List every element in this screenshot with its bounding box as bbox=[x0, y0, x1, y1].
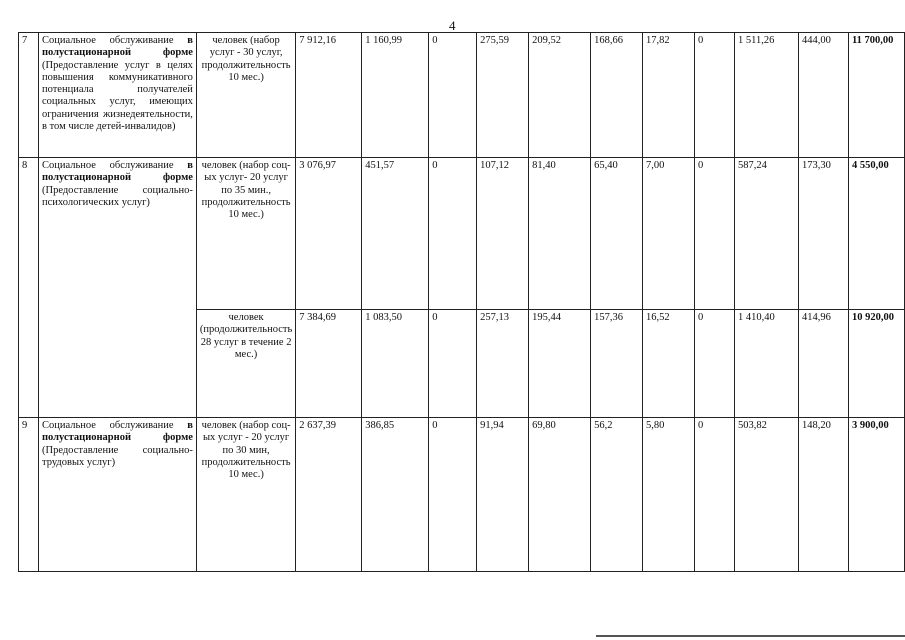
table-row bbox=[19, 158, 905, 310]
value-cell-9: 1 511,26 bbox=[734, 33, 798, 158]
value-cell-6: 168,66 bbox=[591, 33, 643, 158]
value-cell-7: 5,80 bbox=[643, 418, 695, 572]
tariff-table bbox=[18, 32, 905, 572]
value-cell-1: 7 384,69 bbox=[296, 310, 362, 418]
value-cell-4: 107,12 bbox=[477, 158, 529, 310]
unit-cell: человек (набор услуг - 30 услуг, продолжительность 10 мес.) bbox=[196, 33, 295, 158]
service-description: Социальное обслуживание в полустационарной форме (Предоставление услуг в целях повышения коммуникативного потенциала получателей социальных услуг, имеющих ограничения жизнедеятельности, в том числе детей-инвалидов) bbox=[38, 33, 196, 158]
value-cell-10: 173,30 bbox=[798, 158, 848, 310]
value-cell-2: 451,57 bbox=[362, 158, 429, 310]
value-cell-3: 0 bbox=[429, 158, 477, 310]
value-cell-9: 587,24 bbox=[734, 158, 798, 310]
unit-cell: человек (продолжительность 28 услуг в течение 2 мес.) bbox=[196, 310, 295, 418]
total-cell: 3 900,00 bbox=[848, 418, 904, 572]
value-cell-4: 275,59 bbox=[477, 33, 529, 158]
value-cell-7: 16,52 bbox=[643, 310, 695, 418]
table-row bbox=[19, 418, 905, 572]
value-cell-7: 7,00 bbox=[643, 158, 695, 310]
value-cell-10: 414,96 bbox=[798, 310, 848, 418]
value-cell-4: 257,13 bbox=[477, 310, 529, 418]
value-cell-3: 0 bbox=[429, 310, 477, 418]
value-cell-5: 69,80 bbox=[529, 418, 591, 572]
value-cell-2: 1 083,50 bbox=[362, 310, 429, 418]
total-cell: 4 550,00 bbox=[848, 158, 904, 310]
value-cell-8: 0 bbox=[695, 33, 735, 158]
value-cell-9: 1 410,40 bbox=[734, 310, 798, 418]
table-row bbox=[19, 33, 905, 158]
value-cell-6: 157,36 bbox=[591, 310, 643, 418]
row-number: 7 bbox=[19, 33, 39, 158]
service-description: Социальное обслуживание в полустационарной форме (Предоставление социально-психологических услуг) bbox=[38, 158, 196, 418]
value-cell-8: 0 bbox=[695, 310, 735, 418]
value-cell-5: 195,44 bbox=[529, 310, 591, 418]
row-number: 9 bbox=[19, 418, 39, 572]
value-cell-2: 1 160,99 bbox=[362, 33, 429, 158]
row-number: 8 bbox=[19, 158, 39, 418]
value-cell-7: 17,82 bbox=[643, 33, 695, 158]
value-cell-5: 209,52 bbox=[529, 33, 591, 158]
value-cell-5: 81,40 bbox=[529, 158, 591, 310]
value-cell-1: 7 912,16 bbox=[296, 33, 362, 158]
value-cell-3: 0 bbox=[429, 418, 477, 572]
value-cell-2: 386,85 bbox=[362, 418, 429, 572]
value-cell-8: 0 bbox=[695, 158, 735, 310]
unit-cell: человек (набор соц-ых услуг - 20 услуг по 30 мин, продолжительность 10 мес.) bbox=[196, 418, 295, 572]
value-cell-3: 0 bbox=[429, 33, 477, 158]
value-cell-1: 3 076,97 bbox=[296, 158, 362, 310]
value-cell-6: 65,40 bbox=[591, 158, 643, 310]
page-number: 4 bbox=[449, 18, 456, 33]
value-cell-1: 2 637,39 bbox=[296, 418, 362, 572]
value-cell-6: 56,2 bbox=[591, 418, 643, 572]
value-cell-8: 0 bbox=[695, 418, 735, 572]
value-cell-9: 503,82 bbox=[734, 418, 798, 572]
service-description: Социальное обслуживание в полустационарной форме (Предоставление социально-трудовых услуг) bbox=[38, 418, 196, 572]
value-cell-10: 148,20 bbox=[798, 418, 848, 572]
total-cell: 11 700,00 bbox=[848, 33, 904, 158]
total-cell: 10 920,00 bbox=[848, 310, 904, 418]
scan-edge-line bbox=[596, 635, 905, 637]
value-cell-10: 444,00 bbox=[798, 33, 848, 158]
unit-cell: человек (набор соц-ых услуг- 20 услуг по 35 мин., продолжительность 10 мес.) bbox=[196, 158, 295, 310]
value-cell-4: 91,94 bbox=[477, 418, 529, 572]
